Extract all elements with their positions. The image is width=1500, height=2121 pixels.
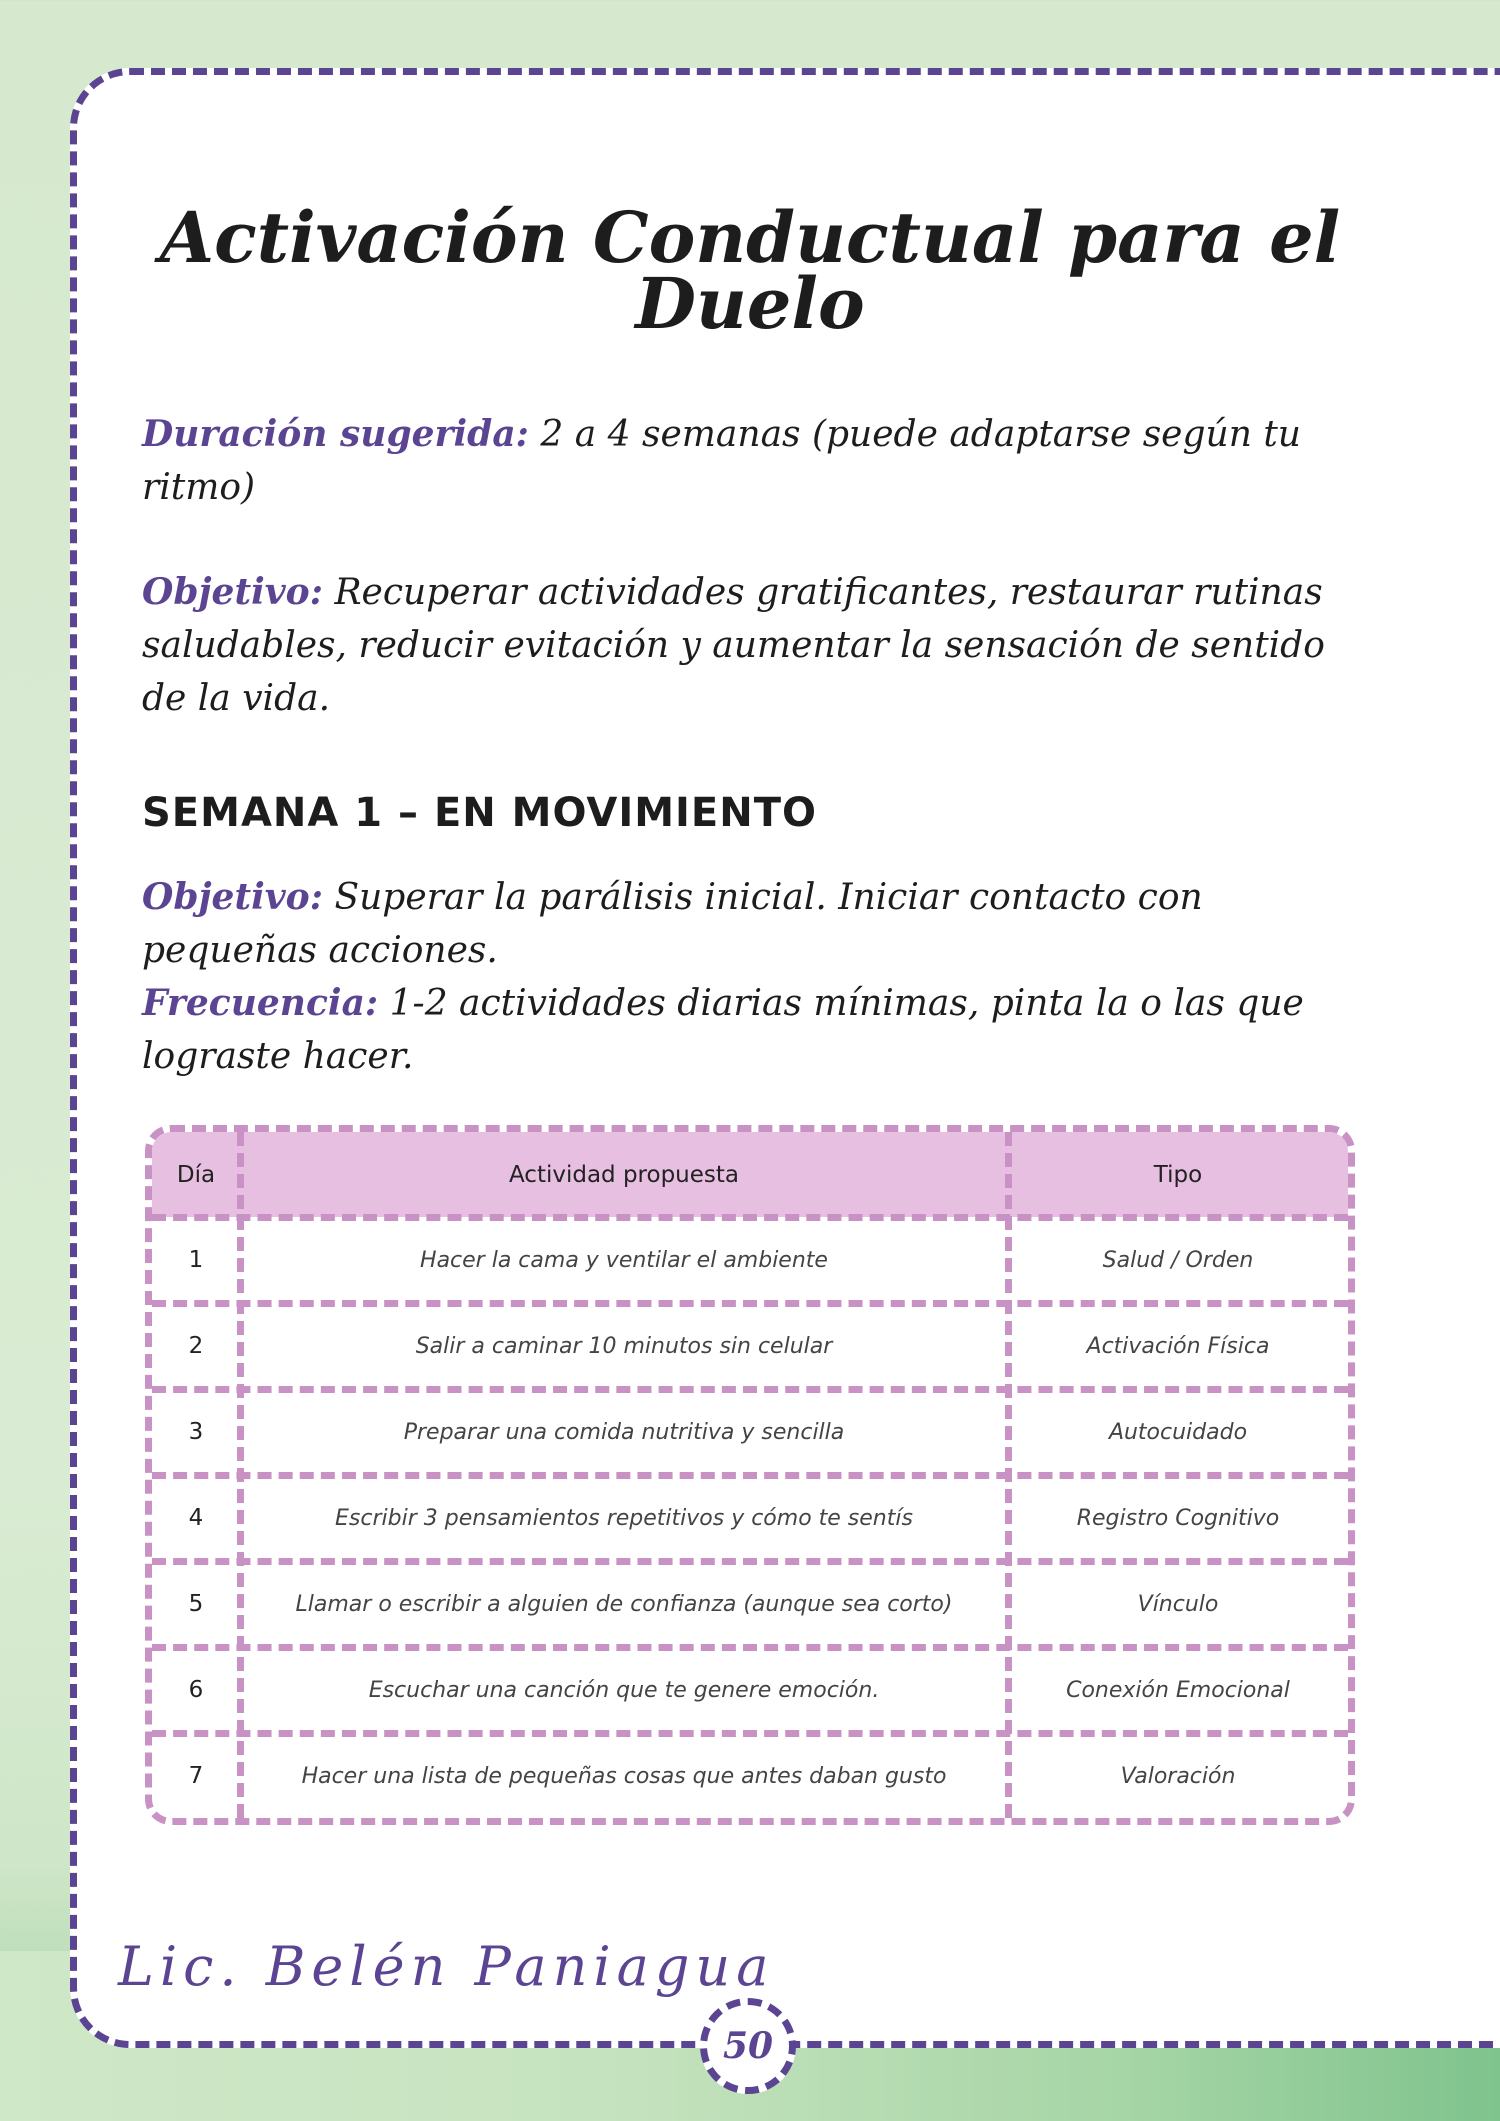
table-row	[152, 1303, 1348, 1389]
row-divider	[152, 1644, 1348, 1651]
type-cell: Conexión Emocional	[1066, 1677, 1290, 1703]
table-row	[152, 1733, 1348, 1819]
page-title: Activación Conductual para el Duelo	[159, 196, 1341, 345]
page-number-badge	[700, 1998, 796, 2094]
type-cell: Vínculo	[1137, 1591, 1219, 1617]
header-type: Tipo	[1153, 1161, 1203, 1188]
objective-paragraph	[142, 566, 1372, 725]
day-cell: 2	[188, 1333, 204, 1359]
table-row	[152, 1561, 1348, 1647]
week1-frequency	[142, 977, 1372, 1083]
table-header	[152, 1132, 1348, 1217]
day-cell: 6	[188, 1677, 204, 1703]
table-row	[152, 1217, 1348, 1303]
day-cell: 5	[188, 1591, 204, 1617]
activity-cell: Hacer una lista de pequeñas cosas que antes daban gusto	[301, 1763, 947, 1789]
row-divider	[152, 1386, 1348, 1393]
header-day: Día	[176, 1161, 216, 1188]
objective-text: Recuperar actividades gratificantes, restaurar rutinas saludables, reducir evitación y aumentar la sensación de sentido de la vida.	[142, 572, 1325, 719]
objective-label: Objetivo:	[142, 571, 323, 613]
activity-cell: Preparar una comida nutritiva y sencilla	[403, 1419, 845, 1445]
activity-cell: Escuchar una canción que te genere emoción.	[368, 1677, 880, 1703]
signature: Lic. Belén Paniagua	[118, 1935, 775, 1998]
row-divider	[152, 1300, 1348, 1307]
page-number: 50	[722, 2025, 774, 2067]
column-divider	[237, 1132, 244, 1818]
day-cell: 1	[188, 1247, 204, 1273]
week1-objective-text: Superar la parálisis inicial. Iniciar contacto con pequeñas acciones.	[142, 877, 1203, 971]
duration-label: Duración sugerida:	[142, 413, 529, 455]
type-cell: Autocuidado	[1108, 1419, 1248, 1445]
duration-paragraph	[142, 408, 1372, 514]
duration-text: 2 a 4 semanas (puede adaptarse según tu ritmo)	[142, 414, 1301, 508]
activity-cell: Llamar o escribir a alguien de confianza (aunque sea corto)	[295, 1591, 953, 1617]
type-cell: Activación Física	[1086, 1333, 1270, 1359]
activity-cell: Escribir 3 pensamientos repetitivos y cómo te sentís	[335, 1505, 913, 1531]
activity-cell: Salir a caminar 10 minutos sin celular	[415, 1333, 833, 1359]
table-row	[152, 1389, 1348, 1475]
table-row	[152, 1647, 1348, 1733]
type-cell: Salud / Orden	[1102, 1247, 1254, 1273]
activity-cell: Hacer la cama y ventilar el ambiente	[420, 1247, 828, 1273]
column-divider	[1005, 1132, 1012, 1818]
day-cell: 7	[188, 1763, 204, 1789]
activities-table	[145, 1125, 1355, 1825]
week1-heading: SEMANA 1 – EN MOVIMIENTO	[142, 790, 818, 836]
row-divider	[152, 1214, 1348, 1221]
week1-objective-label: Objetivo:	[142, 876, 323, 918]
row-divider	[152, 1730, 1348, 1737]
day-cell: 3	[188, 1419, 204, 1445]
table-row	[152, 1475, 1348, 1561]
day-cell: 4	[188, 1505, 204, 1531]
week1-frequency-text: 1-2 actividades diarias mínimas, pinta la o las que lograste hacer.	[142, 983, 1304, 1077]
week1-objective	[142, 871, 1372, 977]
week1-frequency-label: Frecuencia:	[142, 982, 379, 1024]
header-activity: Actividad propuesta	[508, 1161, 740, 1188]
type-cell: Registro Cognitivo	[1076, 1505, 1280, 1531]
row-divider	[152, 1558, 1348, 1565]
type-cell: Valoración	[1120, 1763, 1236, 1789]
row-divider	[152, 1472, 1348, 1479]
